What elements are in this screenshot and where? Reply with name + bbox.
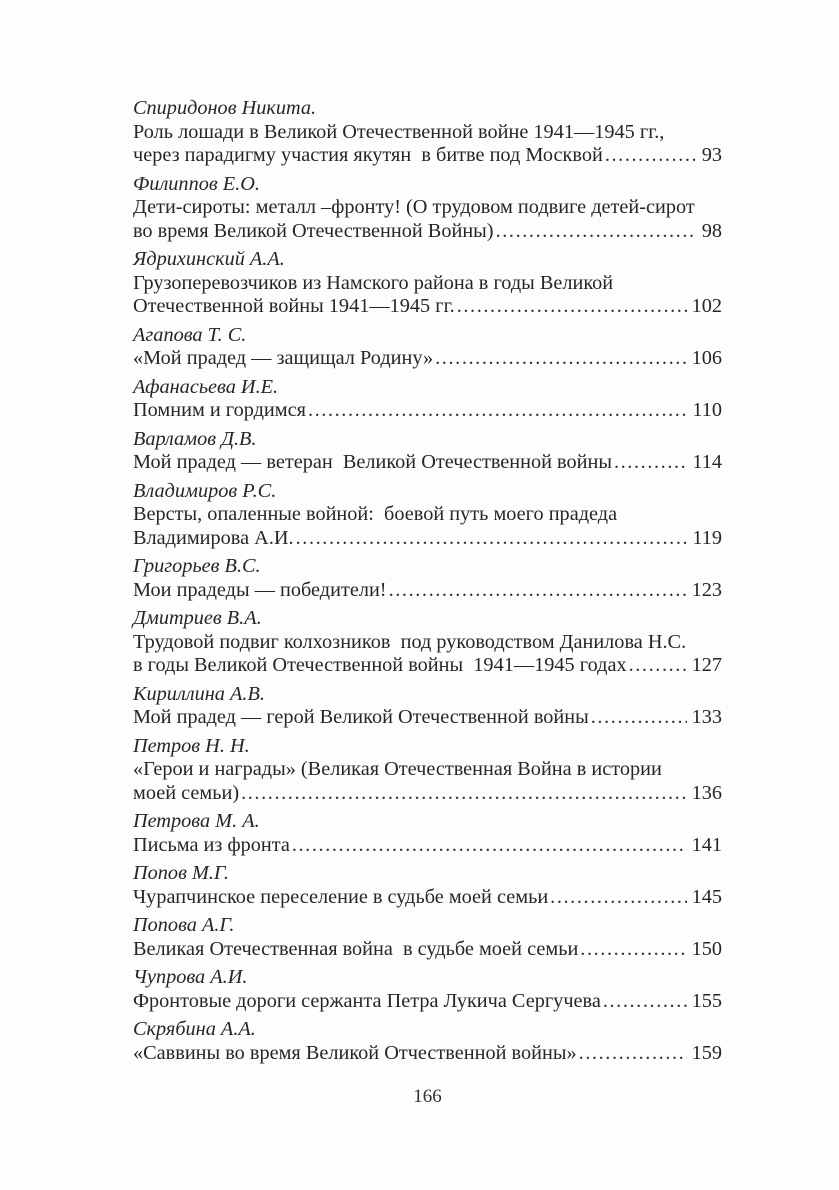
toc-page-number: 114 (692, 451, 722, 473)
toc-page-number: 110 (692, 399, 722, 421)
toc-author: Филиппов Е.О. (133, 172, 260, 195)
page-number-footer: 166 (413, 1086, 442, 1107)
toc-author: Варламов Д.В. (133, 427, 257, 450)
toc-title-lastline (133, 144, 722, 168)
toc-page-number: 106 (691, 347, 722, 369)
dot-leader (603, 990, 687, 1014)
dot-leader (292, 834, 687, 858)
toc-page-number: 123 (691, 578, 722, 601)
toc-title-line: «Герои и награды» (Великая Отечественная Война в истории (133, 758, 662, 780)
toc-entry (133, 428, 722, 475)
toc-title-lastline (133, 990, 722, 1014)
toc-author: Агапова Т. С. (133, 323, 247, 346)
toc-page-number: 150 (691, 937, 722, 960)
toc-entry (133, 966, 722, 1013)
toc-author: Петров Н. Н. (133, 734, 250, 757)
dot-leader (629, 654, 687, 678)
toc-title-text: Фронтовые дороги сержанта Петра Лукича Сергучева (133, 989, 601, 1012)
toc-author: Чупрова А.И. (133, 966, 248, 988)
toc-entry (133, 324, 722, 371)
toc-title-lastline (133, 527, 722, 551)
toc-title-line: Трудовой подвиг колхозников под руководством Данилова Н.С. (133, 630, 687, 653)
toc-title-line: Грузоперевозчиков из Намского района в годы Великой (133, 271, 614, 294)
toc-title-text: Великая Отечественная война в судьбе моей семьи (133, 937, 579, 960)
toc-page-number: 145 (691, 885, 722, 908)
toc-entry (133, 914, 722, 961)
toc-title-text: Мой прадед — ветеран Великой Отечественной войны (133, 451, 612, 473)
toc-entry (133, 735, 722, 806)
dot-leader (496, 220, 697, 244)
dot-leader (550, 886, 686, 910)
toc-page-number: 136 (691, 781, 722, 804)
toc-author: Петрова М. А. (133, 810, 260, 832)
toc-author: Григорьев В.С. (133, 555, 261, 577)
toc-title-lastline (133, 834, 722, 858)
toc-title-lastline (133, 706, 722, 730)
toc-title-line: Роль лошади в Великой Отечественной войне 1941—1945 гг., (133, 120, 665, 143)
toc-author: Спиридонов Никита. (133, 97, 317, 119)
toc-title-text: моей семьи) (133, 781, 240, 804)
toc-entry (133, 683, 722, 730)
toc-author: Кириллина А.В. (133, 682, 265, 705)
toc-entry (133, 248, 722, 319)
toc-author: Скрябина А.А. (133, 1018, 256, 1040)
toc-title-text: Помним и гордимся (133, 399, 306, 421)
toc-entry (133, 173, 722, 244)
toc-title-lastline (133, 451, 722, 475)
dot-leader (457, 295, 687, 319)
toc-title-text: «Мой прадед — защищал Родину» (133, 347, 434, 369)
toc-page-number: 159 (691, 1041, 722, 1064)
toc-page-number: 155 (691, 989, 722, 1012)
dot-leader (580, 938, 686, 962)
toc-title-lastline (133, 579, 722, 603)
toc-title-text: Отечественной войны 1941—1945 гг. (133, 295, 455, 317)
toc-title-lastline (133, 886, 722, 910)
toc-title-lastline (133, 654, 722, 678)
toc-title-lastline (133, 938, 722, 962)
toc-title-text: во время Великой Отечественной Войны) (133, 219, 494, 242)
toc-title-text: Мой прадед — герой Великой Отечественной войны (133, 706, 589, 728)
dot-leader (579, 1042, 687, 1066)
toc-title-text: Чурапчинское переселение в судьбе моей семьи (133, 885, 549, 908)
table-of-contents (133, 97, 722, 1065)
toc-author: Попов М.Г. (133, 862, 229, 884)
toc-title-lastline (133, 1042, 722, 1066)
toc-entry (133, 555, 722, 602)
toc-page-number: 141 (691, 833, 722, 856)
toc-author: Ядрихинский А.А. (133, 248, 285, 270)
toc-entry (133, 607, 722, 678)
toc-entry (133, 376, 722, 423)
toc-page-number: 133 (691, 706, 722, 728)
dot-leader (389, 579, 687, 603)
toc-page-number: 119 (692, 526, 722, 549)
toc-author: Афанасьева И.Е. (133, 375, 279, 398)
toc-title-text: в годы Великой Отечественной войны 1941—1945 годах (133, 654, 627, 676)
dot-leader (605, 144, 697, 168)
toc-page-number: 127 (691, 654, 722, 676)
toc-page-number: 93 (701, 144, 722, 166)
toc-author: Попова А.Г. (133, 914, 235, 936)
dot-leader (308, 399, 687, 423)
toc-title-line: Дети-сироты: металл –фронту! (О трудовом подвиге детей-сирот (133, 196, 695, 218)
dot-leader (614, 451, 687, 475)
dot-leader (241, 782, 686, 806)
toc-title-text: Мои прадеды — победители! (133, 578, 387, 601)
toc-entry (133, 480, 722, 551)
toc-entry (133, 1018, 722, 1065)
toc-title-line: Версты, опаленные войной: боевой путь моего прадеда (133, 503, 618, 525)
toc-entry (133, 97, 722, 168)
dot-leader (296, 527, 688, 551)
toc-title-lastline (133, 347, 722, 371)
toc-page-number: 98 (701, 219, 722, 242)
toc-title-lastline (133, 782, 722, 806)
toc-title-text: «Саввины во время Великой Отчественной войны» (133, 1041, 577, 1064)
dot-leader (435, 347, 686, 371)
toc-entry (133, 862, 722, 909)
toc-author: Владимиров Р.С. (133, 479, 277, 502)
toc-title-lastline (133, 399, 722, 423)
dot-leader (591, 706, 687, 730)
toc-entry (133, 810, 722, 857)
toc-page-number: 102 (691, 295, 722, 317)
toc-title-text: через парадигму участия якутян в битве под Москвой (133, 144, 603, 166)
toc-title-text: Владимирова А.И. (133, 526, 294, 549)
toc-author: Дмитриев В.А. (133, 607, 262, 629)
toc-title-lastline (133, 295, 722, 319)
toc-title-lastline (133, 220, 722, 244)
toc-title-text: Письма из фронта (133, 833, 290, 856)
